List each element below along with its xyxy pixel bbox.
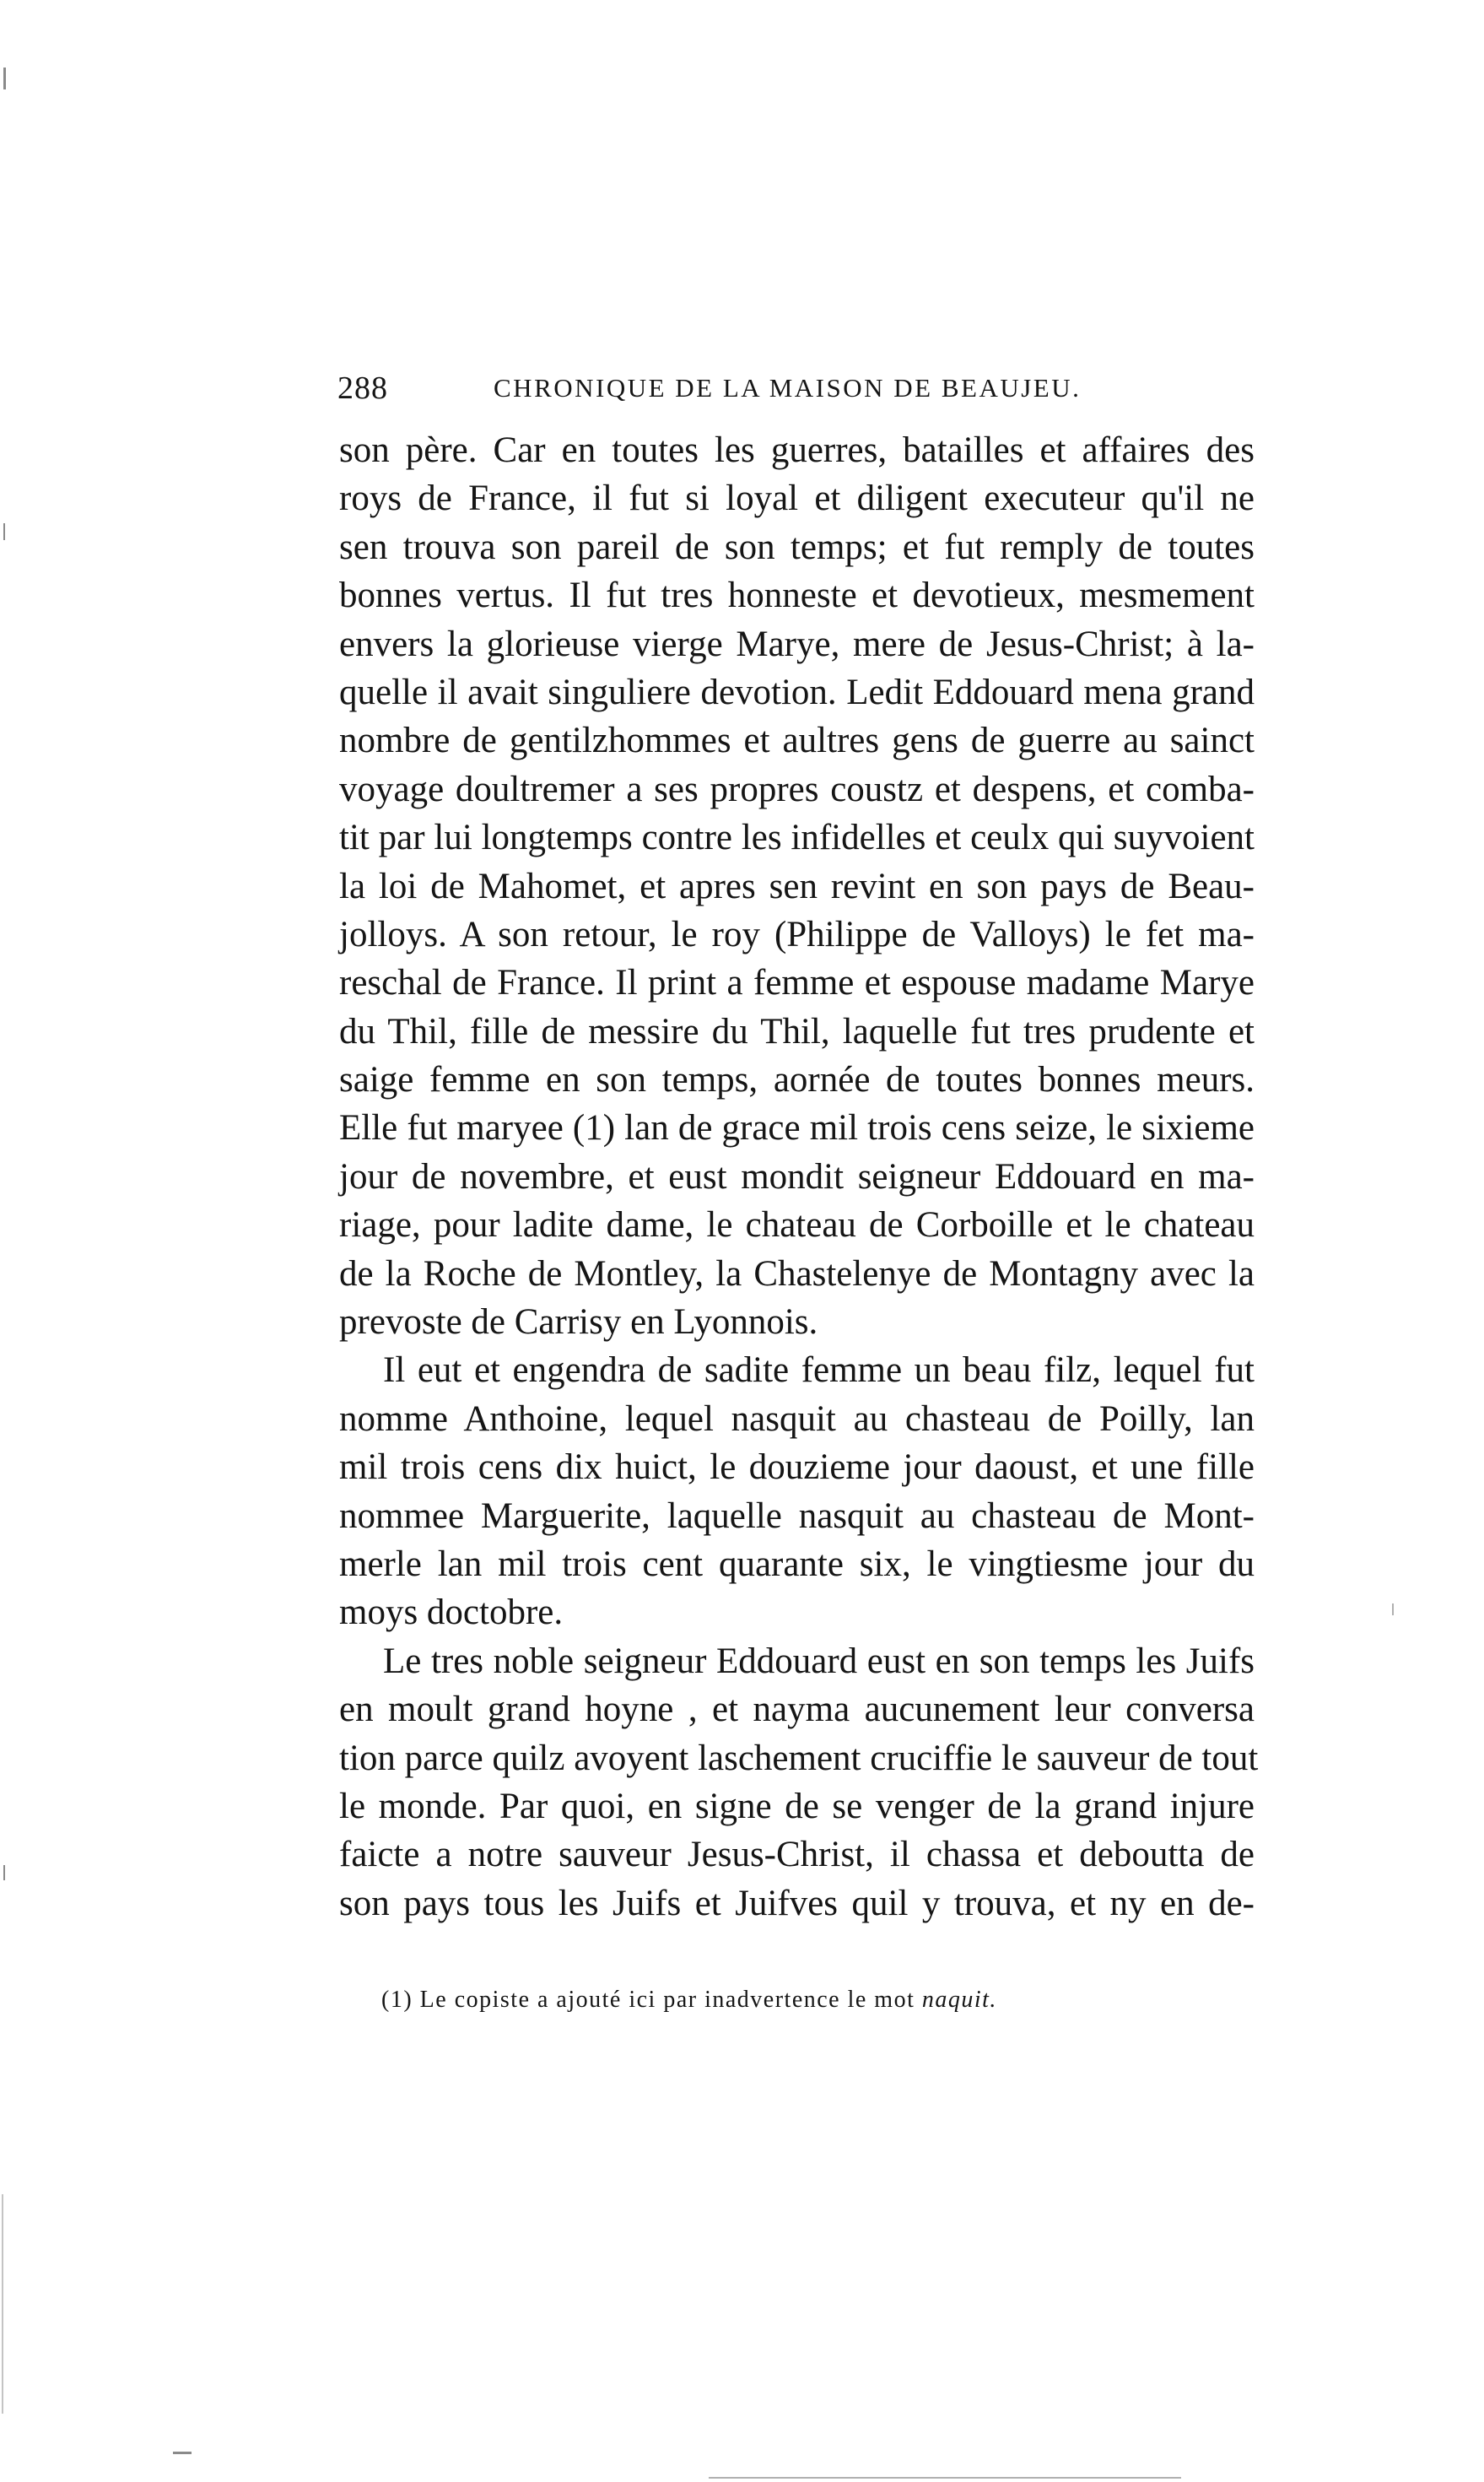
text-line: tit par lui longtemps contre les infidelles et ceulx qui suyvoient [339, 818, 1255, 858]
body-text [339, 426, 1259, 1928]
scan-mark [173, 2452, 192, 2454]
text-line: faicte a notre sauveur Jesus-Christ, il chassa et deboutta de [339, 1835, 1255, 1875]
scan-mark [3, 1865, 5, 1880]
scan-mark [3, 523, 5, 540]
text-line: Il eut et engendra de sadite femme un beau filz, lequel fut [383, 1350, 1255, 1391]
text-line: bonnes vertus. Il fut tres honneste et devotieux, mesmement [339, 576, 1255, 616]
scan-mark [709, 2477, 1181, 2479]
text-line: jour de novembre, et eust mondit seigneur Eddouard en ma- [339, 1156, 1255, 1197]
text-line: reschal de France. Il print a femme et espouse madame Marye [339, 963, 1255, 1003]
text-line: nombre de gentilzhommes et aultres gens de guerre au sainct [339, 721, 1255, 761]
text-line: moys doctobre. [339, 1592, 564, 1633]
text-line: sen trouva son pareil de son temps; et fut remply de toutes [339, 527, 1255, 567]
text-line: envers la glorieuse vierge Marye, mere de Jesus-Christ; à la- [339, 624, 1255, 664]
scan-mark [3, 68, 6, 89]
footnote-italic-word: naquit. [921, 1987, 997, 2013]
footnote [381, 1987, 997, 2014]
text-line: mil trois cens dix huict, le douzieme jour daoust, et une fille [339, 1447, 1255, 1488]
text-line: quelle il avait singuliere devotion. Ledit Eddouard mena grand [339, 672, 1255, 712]
footnote-marker: (1) [381, 1987, 413, 2013]
text-line: Le tres noble seigneur Eddouard eust en son temps les Juifs [383, 1641, 1255, 1681]
text-line: du Thil, fille de messire du Thil, laquelle fut tres prudente et [339, 1011, 1255, 1052]
text-line: en moult grand hoyne , et nayma aucunement leur conversa [339, 1690, 1255, 1730]
running-title: CHRONIQUE DE LA MAISON DE BEAUJEU. [494, 373, 1082, 403]
text-line: jolloys. A son retour, le roy (Philippe de Valloys) le fet ma- [339, 914, 1255, 954]
page-number: 288 [337, 370, 388, 406]
text-line: saige femme en son temps, aornée de toutes bonnes meurs. [339, 1060, 1255, 1100]
running-header [337, 370, 1122, 420]
scan-mark [1392, 1603, 1394, 1615]
text-line: de la Roche de Montley, la Chastelenye de Montagny avec la [339, 1253, 1255, 1294]
text-line: prevoste de Carrisy en Lyonnois. [339, 1302, 818, 1343]
scan-mark [2, 2194, 3, 2414]
text-line: le monde. Par quoi, en signe de se venger de la grand injure [339, 1786, 1255, 1826]
footnote-text: Le copiste a ajouté ici par inadvertence le mot [419, 1987, 915, 2013]
text-line: voyage doultremer a ses propres coustz et despens, et comba- [339, 769, 1255, 809]
text-line: roys de France, il fut si loyal et diligent executeur qu'il ne [339, 479, 1255, 519]
text-line: merle lan mil trois cent quarante six, le vingtiesme jour du [339, 1544, 1255, 1584]
text-line: la loi de Mahomet, et apres sen revint en son pays de Beau- [339, 866, 1255, 906]
text-line: nommee Marguerite, laquelle nasquit au chasteau de Mont- [339, 1495, 1255, 1536]
text-line: son pays tous les Juifs et Juifves quil y trouva, et ny en de- [339, 1883, 1255, 1923]
text-line: tion parce quilz avoyent laschement cruciffie le sauveur de tout [339, 1738, 1259, 1778]
text-line: Elle fut maryee (1) lan de grace mil trois cens seize, le sixieme [339, 1108, 1255, 1149]
text-line: riage, pour ladite dame, le chateau de Corboille et le chateau [339, 1205, 1255, 1246]
text-line: son père. Car en toutes les guerres, batailles et affaires des [339, 430, 1255, 470]
text-line: nomme Anthoine, lequel nasquit au chasteau de Poilly, lan [339, 1398, 1255, 1439]
